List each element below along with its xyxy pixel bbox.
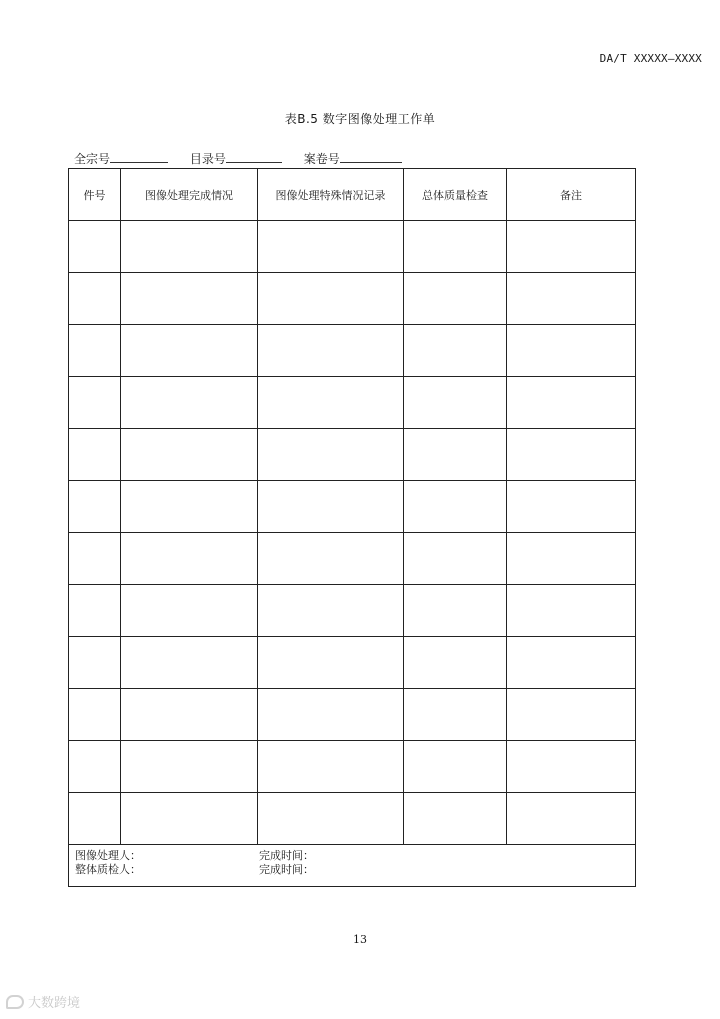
table-cell[interactable]	[69, 481, 121, 533]
column-header-item-number: 件号	[69, 169, 121, 221]
watermark	[6, 992, 80, 1011]
signature-footer	[69, 845, 636, 887]
table-cell[interactable]	[404, 637, 507, 689]
table-cell[interactable]	[121, 741, 258, 793]
processor-signature-row	[75, 849, 635, 863]
table-cell[interactable]	[258, 533, 404, 585]
table-cell[interactable]	[404, 741, 507, 793]
table-cell[interactable]	[69, 377, 121, 429]
table-cell[interactable]	[507, 793, 636, 845]
table-cell[interactable]	[258, 741, 404, 793]
table-cell[interactable]	[507, 377, 636, 429]
table-cell[interactable]	[258, 689, 404, 741]
column-header-quality-check: 总体质量检查	[404, 169, 507, 221]
table-cell[interactable]	[404, 429, 507, 481]
table-cell[interactable]	[507, 273, 636, 325]
table-row	[69, 689, 636, 741]
table-row	[69, 533, 636, 585]
table-cell[interactable]	[121, 429, 258, 481]
table-row	[69, 377, 636, 429]
table-cell[interactable]	[258, 273, 404, 325]
table-cell[interactable]	[507, 533, 636, 585]
table-row	[69, 585, 636, 637]
table-cell[interactable]	[121, 793, 258, 845]
table-header-row	[69, 169, 636, 221]
table-cell[interactable]	[258, 585, 404, 637]
table-cell[interactable]	[121, 689, 258, 741]
table-cell[interactable]	[507, 481, 636, 533]
table-row	[69, 793, 636, 845]
table-cell[interactable]	[404, 793, 507, 845]
table-cell[interactable]	[507, 741, 636, 793]
table-title: 表B.5 数字图像处理工作单	[284, 112, 436, 126]
table-cell[interactable]	[121, 585, 258, 637]
table-cell[interactable]	[69, 637, 121, 689]
processing-worksheet-table	[68, 168, 636, 887]
table-cell[interactable]	[404, 689, 507, 741]
table-cell[interactable]	[404, 585, 507, 637]
table-row	[69, 429, 636, 481]
table-cell[interactable]	[69, 741, 121, 793]
anjuan-blank	[340, 150, 402, 163]
table-cell[interactable]	[121, 377, 258, 429]
table-cell[interactable]	[121, 481, 258, 533]
table-cell[interactable]	[258, 377, 404, 429]
processor-time-label: 完成时间：	[259, 849, 314, 862]
table-cell[interactable]	[121, 221, 258, 273]
table-cell[interactable]	[404, 481, 507, 533]
table-row	[69, 273, 636, 325]
table-row	[69, 325, 636, 377]
inspector-label: 整体质检人：	[75, 863, 141, 876]
processor-label: 图像处理人：	[75, 849, 141, 862]
table-cell[interactable]	[69, 273, 121, 325]
table-cell[interactable]	[404, 533, 507, 585]
chat-bubble-icon	[6, 995, 24, 1009]
table-cell[interactable]	[258, 793, 404, 845]
table-row	[69, 637, 636, 689]
archive-meta-line	[74, 150, 420, 167]
table-cell[interactable]	[258, 429, 404, 481]
table-cell[interactable]	[507, 221, 636, 273]
column-header-completion-status: 图像处理完成情况	[121, 169, 258, 221]
table-cell[interactable]	[258, 221, 404, 273]
table-cell[interactable]	[69, 585, 121, 637]
table-cell[interactable]	[404, 221, 507, 273]
inspector-time-label: 完成时间：	[259, 863, 314, 876]
table-row	[69, 741, 636, 793]
table-cell[interactable]	[507, 429, 636, 481]
table-cell[interactable]	[258, 325, 404, 377]
table-cell[interactable]	[69, 533, 121, 585]
quanzong-field	[74, 150, 168, 167]
column-header-remarks: 备注	[507, 169, 636, 221]
inspector-signature-row	[75, 863, 635, 877]
anjuan-field	[304, 150, 402, 167]
quanzong-label: 全宗号	[74, 152, 111, 166]
document-code: DA/T XXXXX—XXXX	[599, 52, 702, 65]
page-number: 13	[353, 933, 367, 946]
table-row	[69, 221, 636, 273]
table-cell[interactable]	[69, 429, 121, 481]
table-cell[interactable]	[507, 585, 636, 637]
table-cell[interactable]	[121, 533, 258, 585]
mulu-label: 目录号	[189, 152, 226, 166]
mulu-blank	[226, 150, 282, 163]
table-row	[69, 481, 636, 533]
table-cell[interactable]	[507, 637, 636, 689]
table-cell[interactable]	[121, 637, 258, 689]
table-cell[interactable]	[69, 689, 121, 741]
table-cell[interactable]	[69, 793, 121, 845]
table-cell[interactable]	[404, 273, 507, 325]
table-cell[interactable]	[121, 325, 258, 377]
table-cell[interactable]	[404, 325, 507, 377]
column-header-special-record: 图像处理特殊情况记录	[258, 169, 404, 221]
quanzong-blank	[110, 150, 168, 163]
table-cell[interactable]	[258, 481, 404, 533]
table-cell[interactable]	[69, 221, 121, 273]
mulu-field	[190, 150, 282, 167]
table-cell[interactable]	[507, 325, 636, 377]
table-cell[interactable]	[258, 637, 404, 689]
table-cell[interactable]	[69, 325, 121, 377]
table-cell[interactable]	[121, 273, 258, 325]
anjuan-label: 案卷号	[303, 152, 340, 166]
table-cell[interactable]	[404, 377, 507, 429]
table-cell[interactable]	[507, 689, 636, 741]
watermark-text: 大数跨境	[28, 996, 81, 1011]
